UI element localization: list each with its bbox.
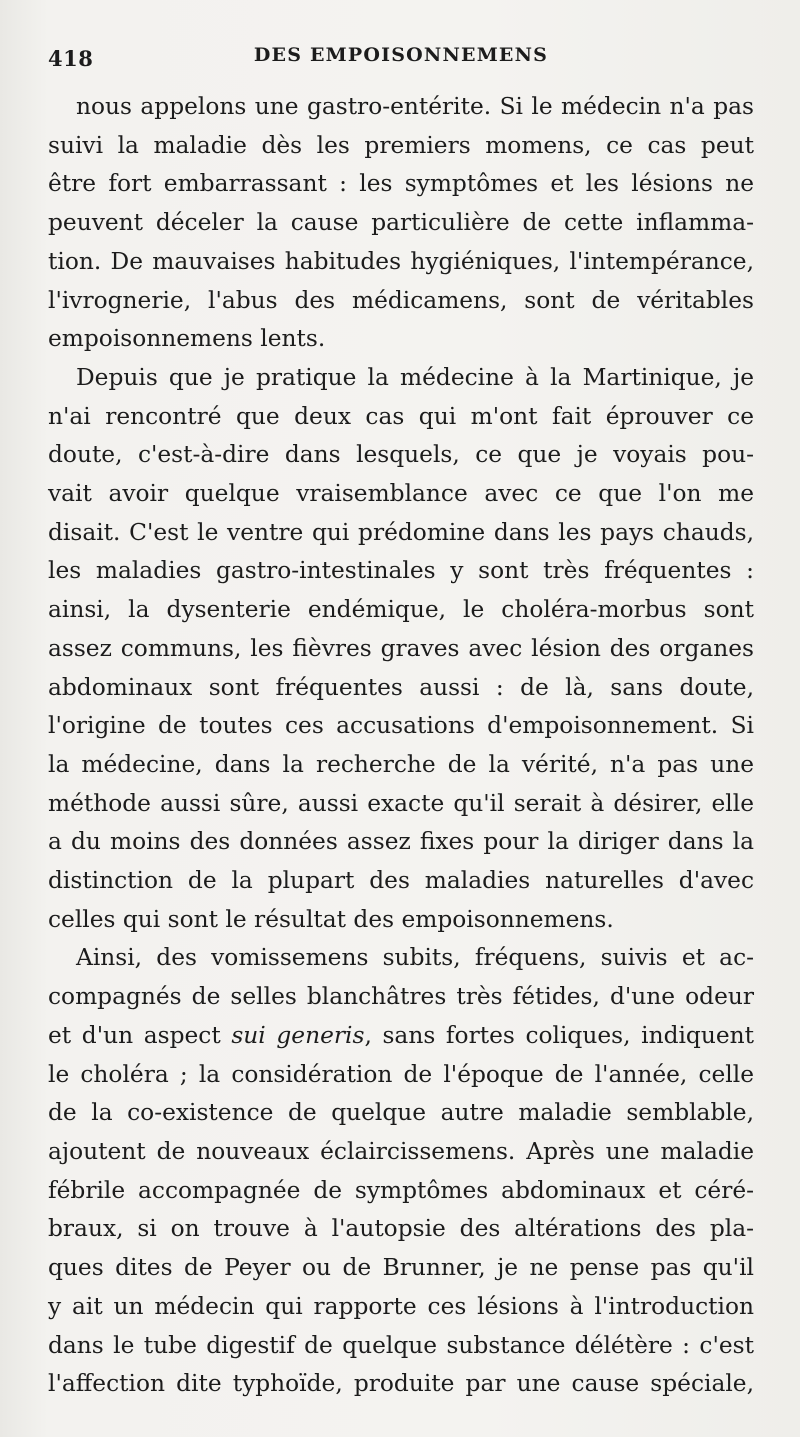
text-line: braux, si on trouve à l'autopsie des altérations des pla-: [48, 1215, 754, 1243]
text-line: doute, c'est-à-dire dans lesquels, ce que je voyais pou-: [48, 441, 754, 469]
text-line: ajoutent de nouveaux éclaircissemens. Après une maladie: [48, 1137, 754, 1165]
text-line: tion. De mauvaises habitudes hygiéniques, l'intempérance,: [48, 247, 754, 275]
text-line: vait avoir quelque vraisemblance avec ce que l'on me: [48, 480, 754, 508]
text-line: abdominaux sont fréquentes aussi : de là, sans doute,: [48, 673, 754, 701]
text-line: ques dites de Peyer ou de Brunner, je ne pense pas qu'il: [48, 1254, 754, 1282]
running-title: DES EMPOISONNEMENS: [253, 44, 549, 66]
text-line: ainsi, la dysenterie endémique, le choléra-morbus sont: [48, 596, 754, 624]
text-line: disait. C'est le ventre qui prédomine dans les pays chauds,: [48, 518, 754, 546]
text-line: être fort embarrassant : les symptômes et les lésions ne: [48, 170, 754, 198]
body-text: [48, 88, 754, 1404]
text-line: la médecine, dans la recherche de la vérité, n'a pas une: [48, 750, 754, 778]
paragraph: [48, 88, 754, 359]
text-line: Depuis que je pratique la médecine à la Martinique, je: [76, 363, 754, 391]
text-line: le choléra ; la considération de l'époque de l'année, celle: [48, 1060, 754, 1088]
text-line: fébrile accompagnée de symptômes abdominaux et céré-: [48, 1176, 754, 1204]
text-line: nous appelons une gastro-entérite. Si le médecin n'a pas: [76, 93, 754, 120]
text-line: distinction de la plupart des maladies naturelles d'avec: [48, 867, 754, 895]
text-line: assez communs, les fièvres graves avec lésion des organes: [48, 634, 754, 662]
text-line: dans le tube digestif de quelque substance délétère : c'est: [48, 1331, 754, 1359]
paragraph: [48, 939, 754, 1403]
text-line: l'ivrognerie, l'abus des médicamens, sont de véritables: [48, 286, 754, 314]
italic-phrase: sui generis: [231, 1021, 365, 1049]
text-line: l'origine de toutes ces accusations d'empoisonnement. Si: [48, 712, 754, 740]
text-line: a du moins des données assez fixes pour la diriger dans la: [48, 828, 754, 856]
text-line: peuvent déceler la cause particulière de cette inflamma-: [48, 209, 754, 237]
text-line: y ait un médecin qui rapporte ces lésions à l'introduction: [48, 1292, 754, 1320]
text-line: Ainsi, des vomissemens subits, fréquens, suivis et ac-: [76, 944, 754, 972]
text-line: les maladies gastro-intestinales y sont très fréquentes :: [48, 557, 754, 585]
text-line: suivi la maladie dès les premiers momens, ce cas peut: [48, 131, 754, 159]
page-number: 418: [48, 46, 94, 71]
text-line: et d'un aspect sui generis, sans fortes coliques, indiquent: [48, 1021, 755, 1049]
text-line: celles qui sont le résultat des empoisonnemens.: [48, 905, 614, 933]
text-line: n'ai rencontré que deux cas qui m'ont fait éprouver ce: [48, 402, 754, 430]
text-line: de la co-existence de quelque autre maladie semblable,: [48, 1099, 754, 1127]
page-header: [48, 38, 754, 82]
text-line: compagnés de selles blanchâtres très fétides, d'une odeur: [48, 983, 754, 1011]
paragraph: [48, 359, 754, 940]
text-line: empoisonnemens lents.: [48, 325, 326, 353]
text-line: l'affection dite typhoïde, produite par une cause spéciale,: [48, 1370, 754, 1398]
text-line: méthode aussi sûre, aussi exacte qu'il serait à désirer, elle: [48, 789, 754, 817]
